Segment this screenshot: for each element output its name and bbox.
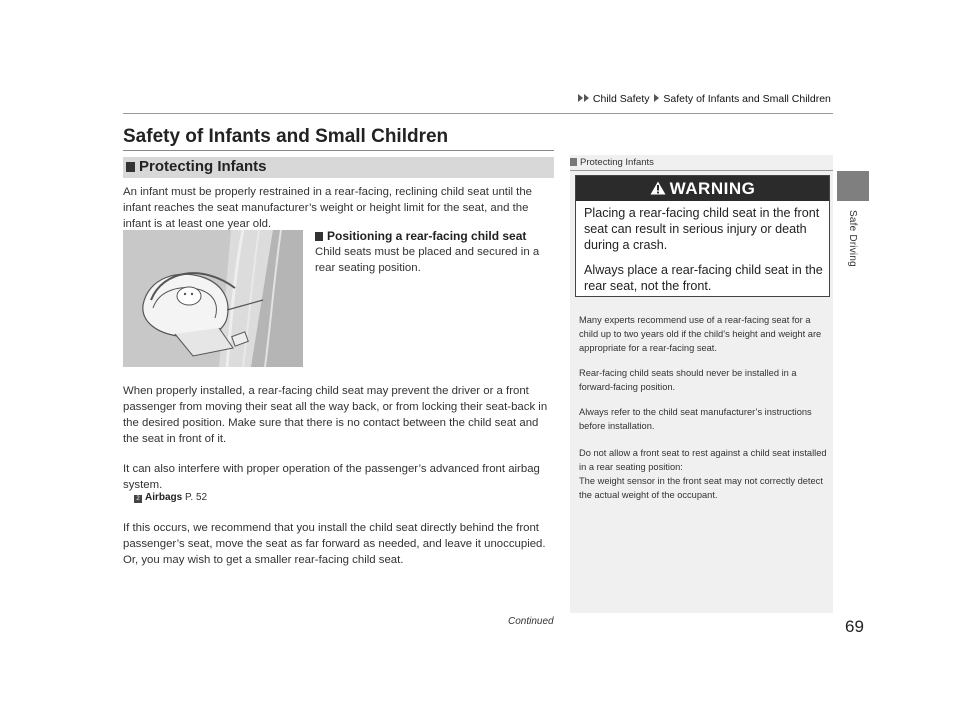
title-rule xyxy=(123,150,554,151)
sidebar-note-heading-label: Protecting Infants xyxy=(580,157,654,168)
paragraph-airbag-interference: It can also interfere with proper operation of the passenger’s advanced front airbag system. xyxy=(123,463,540,491)
subsection-bullet-icon xyxy=(315,232,323,241)
note-reference-icon xyxy=(570,158,577,166)
cross-reference-page: P. 52 xyxy=(185,492,208,503)
breadcrumb-arrow-icon xyxy=(654,94,659,102)
note-never-forward-facing: Rear-facing child seats should never be installed in a forward-facing position. xyxy=(579,368,797,392)
subsection-heading xyxy=(315,229,526,243)
breadcrumb-item-child-safety[interactable]: Child Safety xyxy=(592,93,650,105)
breadcrumb-arrow-icon xyxy=(584,94,589,102)
intro-paragraph: An infant must be properly restrained in a rear-facing, reclining child seat until the infant reaches the seat manufacturer’s weight or height limit for the seat, and the infant is at least one year old. xyxy=(123,186,533,230)
section-header xyxy=(123,157,554,178)
sidebar-note-rule xyxy=(570,170,833,171)
subsection-text: Child seats must be placed and secured in a rear seating position. xyxy=(315,246,540,274)
warning-text-rear-seat: Always place a rear-facing child seat in the rear seat, not the front. xyxy=(584,263,823,293)
cross-reference-label: Airbags xyxy=(145,492,183,503)
child-seat-drawing xyxy=(123,230,303,367)
paragraph-seat-contact: When properly installed, a rear-facing child seat may prevent the driver or a front passenger from moving their seat all the way back, or from locking their seat-back in the desired position. Make sure that there is no contact between the child seat and the seat in front of it. xyxy=(123,385,548,445)
reference-number-icon: 2 xyxy=(134,495,142,503)
header-rule xyxy=(123,113,833,114)
warning-title-label: WARNING xyxy=(669,179,756,198)
warning-text-front-seat: Placing a rear-facing child seat in the front seat can result in serious injury or death during a crash. xyxy=(584,206,820,252)
sidebar-note-heading xyxy=(570,157,654,168)
warning-box xyxy=(575,175,830,297)
subsection-heading-label: Positioning a rear-facing child seat xyxy=(327,229,527,243)
rear-facing-child-seat-illustration xyxy=(123,230,303,367)
paragraph-recommendation: If this occurs, we recommend that you install the child seat directly behind the front passenger’s seat, move the seat as far forward as needed, and leave it unoccupied. Or, you may wish to get a smaller rear-facing child seat. xyxy=(123,522,546,566)
section-header-label: Protecting Infants xyxy=(139,158,267,175)
note-weight-sensor: The weight sensor in the front seat may not correctly detect the actual weight of the occupant. xyxy=(579,476,823,500)
chapter-tab-label: Safe Driving xyxy=(847,210,858,267)
note-manufacturer-instructions: Always refer to the child seat manufacturer’s instructions before installation. xyxy=(579,407,812,431)
breadcrumb-arrow-icon xyxy=(578,94,583,102)
chapter-tab-marker xyxy=(837,171,869,201)
chapter-tab[interactable] xyxy=(844,210,860,310)
page-number: 69 xyxy=(845,617,864,636)
note-front-seat-rest: Do not allow a front seat to rest against a child seat installed in a rear seating position: xyxy=(579,448,827,472)
continued-label: Continued xyxy=(508,616,554,627)
breadcrumb xyxy=(578,93,831,105)
page-title: Safety of Infants and Small Children xyxy=(123,126,449,147)
airbags-cross-reference[interactable] xyxy=(134,492,207,503)
note-expert-recommendation: Many experts recommend use of a rear-facing seat for a child up to two years old if the child’s height and weight are appropriate for a rear-facing seat. xyxy=(579,315,822,353)
warning-title xyxy=(576,179,829,199)
warning-triangle-icon xyxy=(650,181,666,195)
section-bullet-icon xyxy=(126,162,135,172)
breadcrumb-item-current: Safety of Infants and Small Children xyxy=(663,93,831,105)
